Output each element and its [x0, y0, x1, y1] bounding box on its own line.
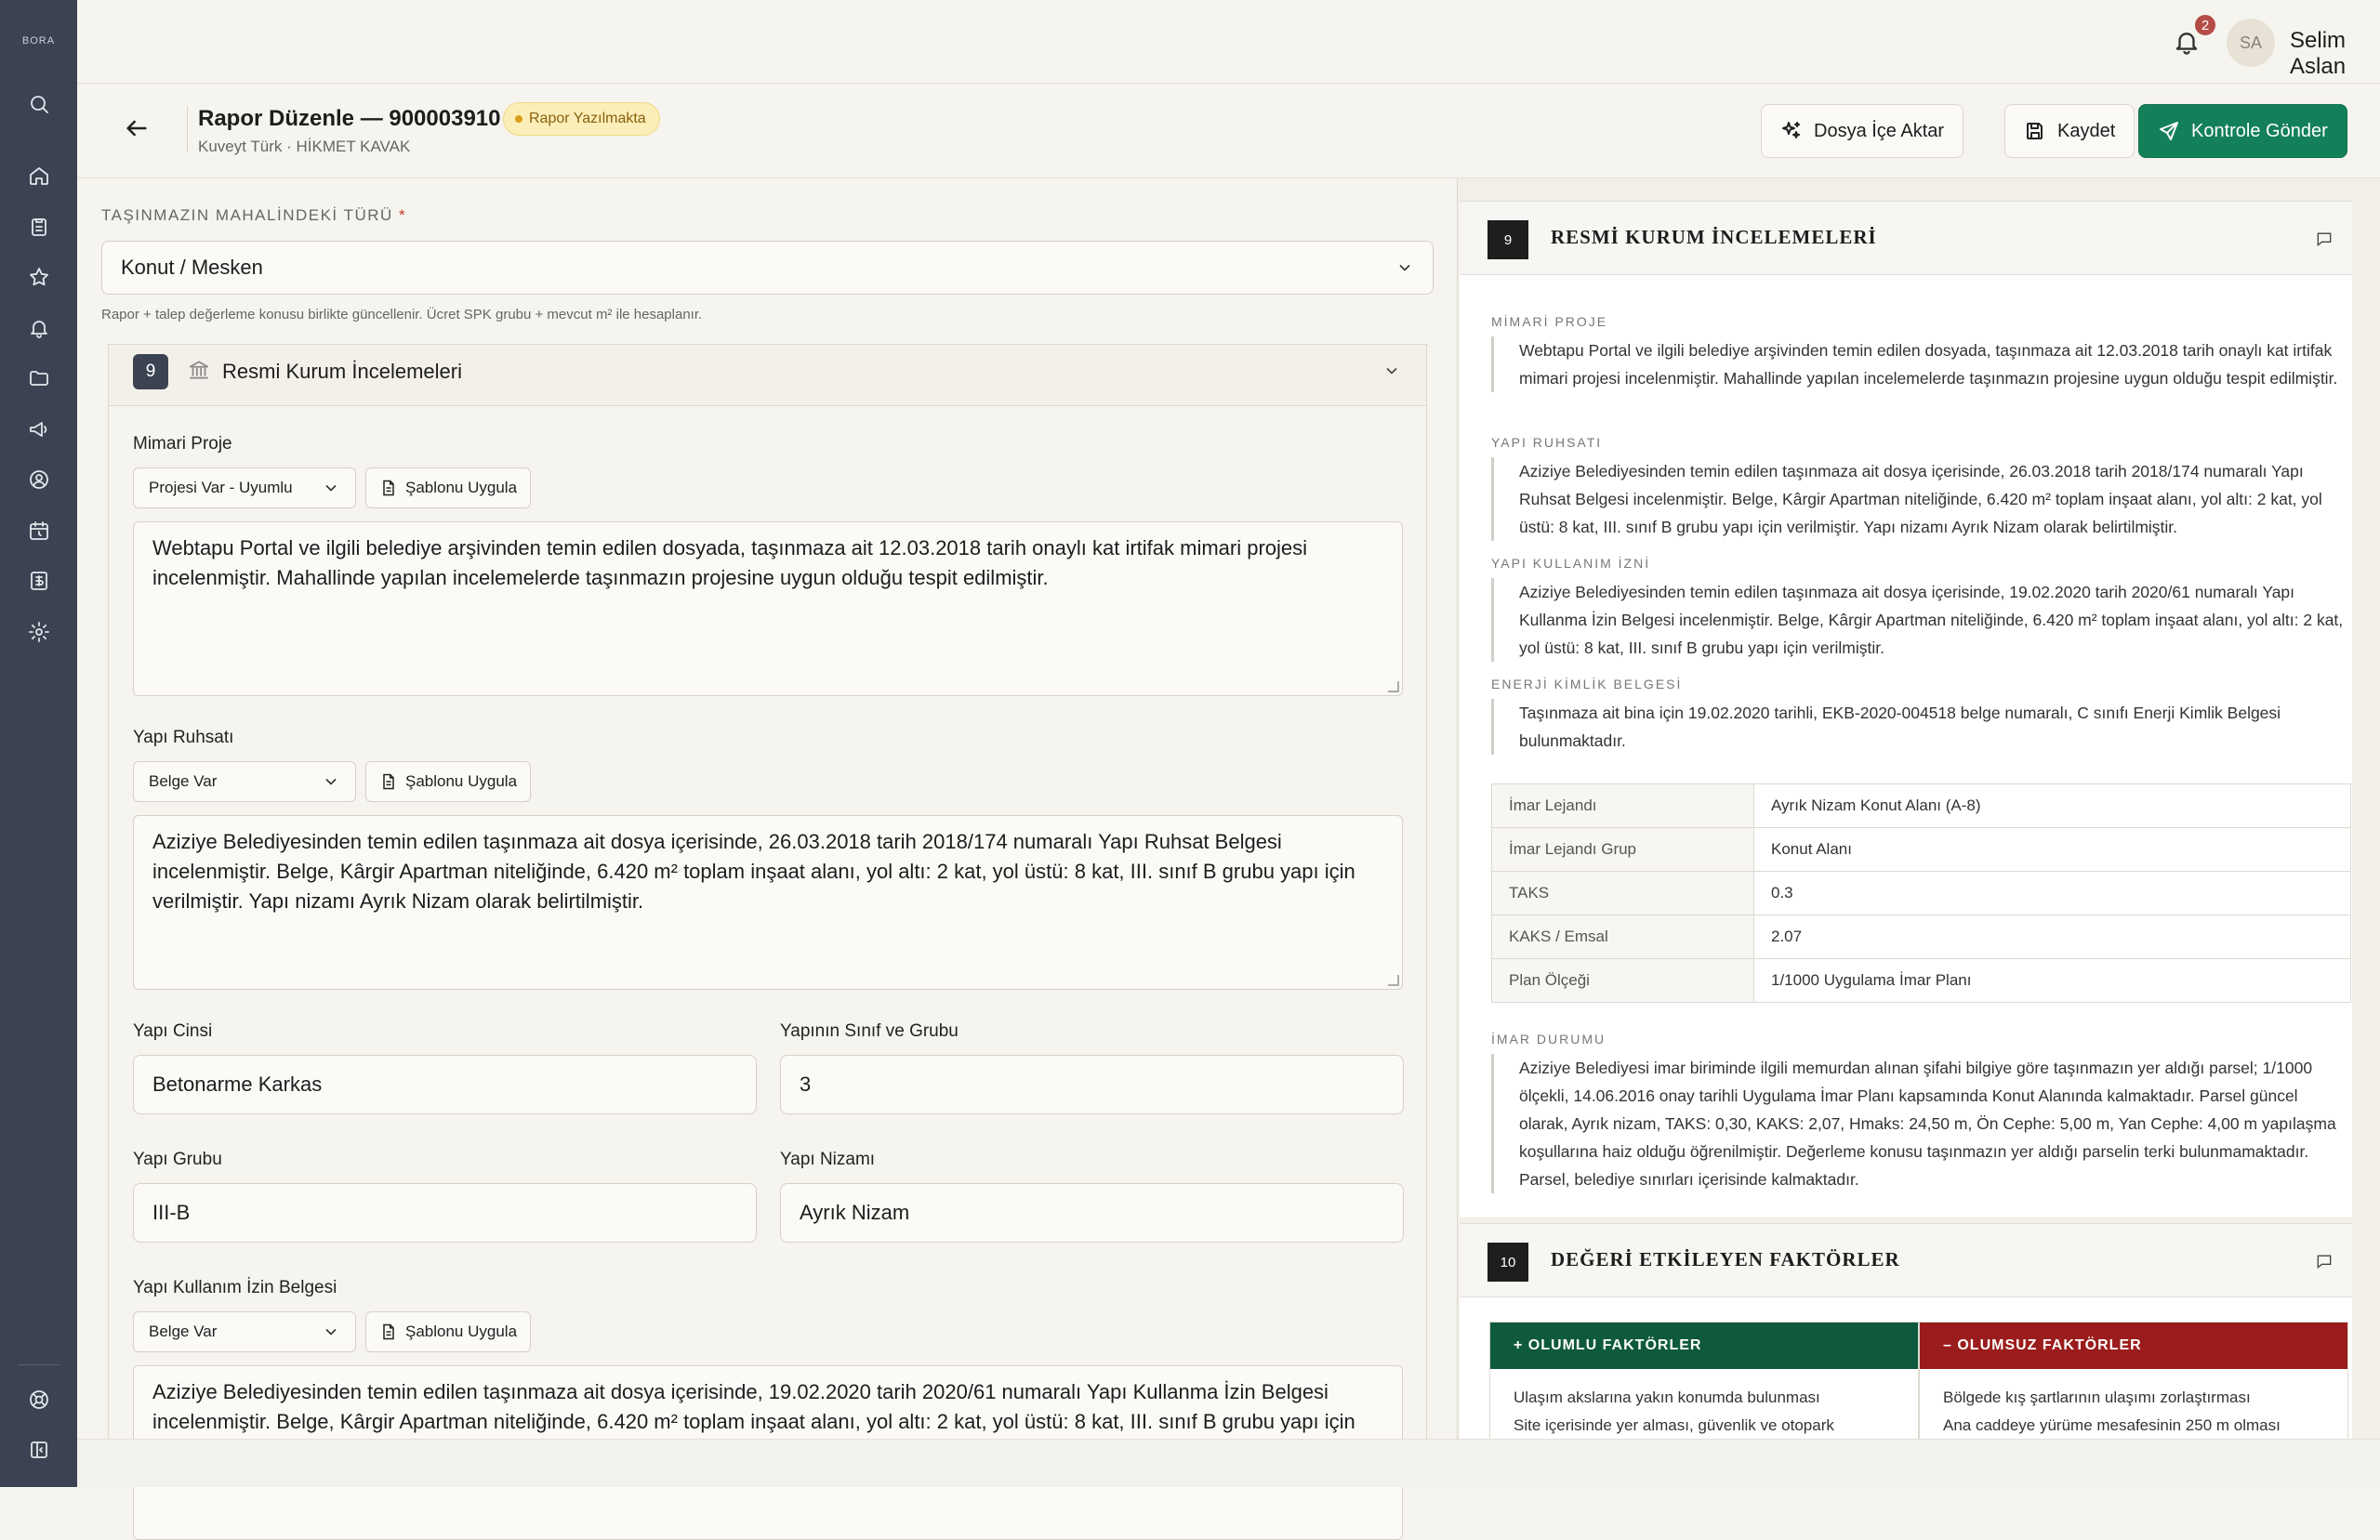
- resize-handle[interactable]: [1388, 975, 1399, 986]
- chevron-down-icon: [1395, 258, 1414, 277]
- section-number: 9: [133, 354, 168, 389]
- table-value: Konut Alanı: [1754, 828, 2351, 872]
- table-key: KAKS / Emsal: [1492, 915, 1754, 959]
- table-row: [1492, 915, 2351, 959]
- header-divider: [187, 106, 188, 152]
- comment-icon[interactable]: [2315, 230, 2335, 250]
- bottom-strip: [77, 1439, 2380, 1487]
- preview-section-header: [1460, 1223, 2352, 1297]
- list-item: Ulaşım akslarına yakın konumda bulunması: [1514, 1389, 1820, 1406]
- building-order-input[interactable]: Ayrık Nizam: [780, 1183, 1404, 1243]
- building-type-input[interactable]: Betonarme Karkas: [133, 1055, 757, 1114]
- comment-icon[interactable]: [2315, 1252, 2335, 1272]
- preview-block-label: ENERJİ KİMLİK BELGESİ: [1491, 677, 1683, 691]
- preview-section-title: DEĞERİ ETKİLEYEN FAKTÖRLER: [1551, 1248, 1900, 1270]
- positive-factors-title: + OLUMLU FAKTÖRLER: [1490, 1323, 1918, 1369]
- table-row: [1492, 872, 2351, 915]
- table-key: Plan Ölçeği: [1492, 959, 1754, 1003]
- preview-section-title: RESMİ KURUM İNCELEMELERİ: [1551, 226, 1877, 248]
- table-key: İmar Lejandı: [1492, 784, 1754, 828]
- topbar: [77, 0, 2380, 84]
- resize-handle[interactable]: [1388, 681, 1399, 692]
- clipboard-icon[interactable]: [26, 214, 52, 240]
- app-logo: BORA: [21, 35, 56, 46]
- table-value: Ayrık Nizam Konut Alanı (A-8): [1754, 784, 2351, 828]
- table-row: [1492, 959, 2351, 1003]
- apply-template-button[interactable]: [365, 1311, 531, 1352]
- occupancy-permit-value: Belge Var: [149, 1323, 218, 1340]
- megaphone-icon[interactable]: [26, 416, 52, 442]
- report-preview: [1457, 178, 2380, 1439]
- apply-template-button[interactable]: [365, 761, 531, 802]
- property-type-label: [101, 206, 406, 225]
- architectural-project-select[interactable]: [133, 467, 356, 508]
- star-icon[interactable]: [26, 264, 52, 290]
- table-value: 1/1000 Uygulama İmar Planı: [1754, 959, 2351, 1003]
- architectural-project-label: Mimari Proje: [133, 434, 232, 454]
- back-button[interactable]: [124, 115, 153, 145]
- section-title: Resmi Kurum İncelemeleri: [222, 360, 462, 383]
- document-icon: [379, 479, 398, 497]
- search-icon[interactable]: [26, 91, 52, 117]
- building-order-label: Yapı Nizamı: [780, 1150, 876, 1169]
- preview-block-label: YAPI RUHSATI: [1491, 435, 1603, 450]
- notification-badge: 2: [2193, 13, 2217, 37]
- edit-form: [77, 178, 1457, 1439]
- building-type-label: Yapı Cinsi: [133, 1021, 213, 1041]
- property-type-help: Rapor + talep değerleme konusu birlikte güncellenir. Ücret SPK grubu + mevcut m² ile hesaplanır.: [101, 307, 703, 322]
- occupancy-permit-select[interactable]: [133, 1311, 356, 1352]
- collapse-sidebar-icon[interactable]: [26, 1437, 52, 1463]
- folder-icon[interactable]: [26, 365, 52, 391]
- preview-block-label: İMAR DURUMU: [1491, 1032, 1606, 1046]
- table-key: İmar Lejandı Grup: [1492, 828, 1754, 872]
- home-icon[interactable]: [26, 163, 52, 189]
- preview-section-number: 9: [1488, 220, 1528, 259]
- table-value: 0.3: [1754, 872, 2351, 915]
- document-icon: [379, 1323, 398, 1341]
- document-icon: [379, 772, 398, 791]
- receipt-icon[interactable]: [26, 568, 52, 594]
- apply-template-label: Şablonu Uygula: [405, 772, 518, 790]
- architectural-project-value: Projesi Var - Uyumlu: [149, 479, 293, 496]
- chevron-down-icon: [322, 1323, 340, 1341]
- building-permit-text: Aziziye Belediyesinden temin edilen taşınmaza ait dosya içerisinde, 26.03.2018 tarih 2018/174 numaralı Yapı Ruhsat Belgesi incelenmiştir. Belge, Kârgir Apartman niteliğinde, 6.420 m² toplam inşaat alanı, yol altı: 2 kat, yol üstü: 8 kat, III. sınıf B grubu yapı için verilmiştir. Yapı nizamı Ayrık Nizam olarak belirtilmiştir.: [152, 830, 1355, 913]
- preview-section-body: [1460, 275, 2352, 1218]
- building-class-label: Yapının Sınıf ve Grubu: [780, 1021, 959, 1041]
- arrow-left-icon: [124, 115, 150, 141]
- apply-template-button[interactable]: [365, 467, 531, 508]
- chevron-down-icon: [322, 479, 340, 497]
- architectural-project-text: Webtapu Portal ve ilgili belediye arşivinden temin edilen dosyada, taşınmaza ait 12.03.2018 tarih onaylı kat irtifak mimari projesi incelenmiştir. Mahallinde yapılan incelemelerde taşınmazın projesine uygun olduğu tespit edilmiştir.: [152, 536, 1308, 589]
- apply-template-label: Şablonu Uygula: [405, 1323, 518, 1340]
- sidebar-divider: [19, 1364, 60, 1365]
- building-class-input[interactable]: 3: [780, 1055, 1404, 1114]
- settings-icon[interactable]: [26, 619, 52, 645]
- save-label: Kaydet: [2057, 120, 2116, 141]
- help-icon[interactable]: [26, 1387, 52, 1413]
- building-permit-textarea[interactable]: [133, 815, 1403, 990]
- page-subtitle: Kuveyt Türk · HİKMET KAVAK: [198, 138, 411, 155]
- user-circle-icon[interactable]: [26, 467, 52, 493]
- chevron-down-icon[interactable]: [1382, 362, 1403, 382]
- property-type-value: Konut / Mesken: [121, 256, 263, 279]
- table-key: TAKS: [1492, 872, 1754, 915]
- preview-section-header: [1460, 201, 2352, 275]
- section-header[interactable]: [109, 345, 1426, 406]
- send-icon: [2158, 120, 2180, 142]
- notifications-button[interactable]: [2173, 17, 2210, 59]
- user-name[interactable]: Selim Aslan: [2290, 28, 2347, 79]
- property-type-select[interactable]: [101, 241, 1434, 295]
- list-item: Ana caddeye yürüme mesafesinin 250 m olması: [1943, 1416, 2281, 1434]
- preview-block-text: Aziziye Belediyesi imar biriminde ilgili memurdan alınan şifahi bilgiye göre taşınmazın yer aldığı parsel; 1/1000 ölçekli, 14.06.2016 onay tarihli Uygulama İmar Planı kapsamında Konut Alanında kalmaktadır. Parsel güncel olarak, Ayrık nizam, TAKS: 0,30, KAKS: 2,07, Hmaks: 24,50 m, Ön Cephe: 5,00 m, Yan Cephe: 4,00 m yapılaşma koşullarına haiz olduğu öğrenilmiştir. Değerleme konusu taşınmazın yer aldığı parselin terki bulunmamaktadır. Parsel, belediye sınırları içerisinde kalmaktadır.: [1491, 1054, 2350, 1193]
- preview-block-text: Aziziye Belediyesinden temin edilen taşınmaza ait dosya içerisinde, 26.03.2018 tarih 2018/174 numaralı Yapı Ruhsat Belgesi incelenmiştir. Belge, Kârgir Apartman niteliğinde, 6.420 m² toplam inşaat alanı, yol altı: 2 kat, yol üstü: 8 kat, III. sınıf B grubu yapı için verilmiştir. Yapı nizamı Ayrık Nizam olarak belirtilmiştir.: [1491, 457, 2350, 541]
- building-group-input[interactable]: III-B: [133, 1183, 757, 1243]
- preview-gap: [1460, 178, 2352, 190]
- preview-block-text: Taşınmaza ait bina için 19.02.2020 tarihli, EKB-2020-004518 belge numaralı, C sınıfı Enerji Kimlik Belgesi bulunmaktadır.: [1491, 699, 2350, 755]
- sparkle-icon: [1780, 120, 1803, 142]
- table-row: [1492, 828, 2351, 872]
- apply-template-label: Şablonu Uygula: [405, 479, 518, 496]
- building-permit-select[interactable]: [133, 761, 356, 802]
- negative-factors-title: – OLUMSUZ FAKTÖRLER: [1920, 1323, 2347, 1369]
- architectural-project-textarea[interactable]: [133, 521, 1403, 696]
- list-item: Site içerisinde yer alması, güvenlik ve otopark: [1514, 1416, 1834, 1434]
- occupancy-permit-text: Aziziye Belediyesinden temin edilen taşınmaza ait dosya içerisinde, 19.02.2020 tarih 2020/61 numaralı Yapı Kullanma İzin Belgesi incelenmiştir. Belge, Kârgir Apartman niteliğinde, 6.420 m² toplam inşaat alanı, yol altı: 2 kat, yol üstü: 8 kat, III. sınıf B grubu yapı için: [152, 1380, 1355, 1433]
- institution-icon: [187, 358, 213, 384]
- table-value: 2.07: [1754, 915, 2351, 959]
- building-permit-value: Belge Var: [149, 772, 218, 790]
- table-row: [1492, 784, 2351, 828]
- zoning-table: [1491, 783, 2351, 1003]
- calendar-clock-icon[interactable]: [26, 518, 52, 544]
- chevron-down-icon: [322, 772, 340, 791]
- import-file-label: Dosya İçe Aktar: [1814, 120, 1945, 141]
- list-item: Bölgede kış şartlarının ulaşımı zorlaştırması: [1943, 1389, 2251, 1406]
- status-badge: [503, 102, 660, 136]
- bell-nav-icon[interactable]: [26, 315, 52, 341]
- import-file-button[interactable]: [1761, 104, 1964, 158]
- preview-block-text: Webtapu Portal ve ilgili belediye arşivinden temin edilen dosyada, taşınmaza ait 12.03.2018 tarih onaylı kat irtifak mimari projesi incelenmiştir. Mahallinde yapılan incelemelerde taşınmazın projesine uygun olduğu tespit edilmiştir.: [1491, 336, 2350, 392]
- preview-section-number: 10: [1488, 1243, 1528, 1282]
- page-header: [77, 84, 2380, 178]
- save-button[interactable]: [2004, 104, 2135, 158]
- property-type-label-text: TAŞINMAZIN MAHALİNDEKİ TÜRÜ: [101, 206, 393, 224]
- preview-block-label: YAPI KULLANIM İZNİ: [1491, 556, 1651, 571]
- send-to-review-label: Kontrole Gönder: [2191, 120, 2328, 141]
- preview-section-body: [1460, 1297, 2352, 1446]
- send-to-review-button[interactable]: [2138, 104, 2347, 158]
- section-official-inspections: [108, 344, 1427, 1459]
- save-icon: [2024, 120, 2046, 142]
- status-dot: [515, 115, 522, 123]
- building-group-label: Yapı Grubu: [133, 1150, 222, 1169]
- sidebar: [0, 0, 77, 1487]
- page-title: Rapor Düzenle — 900003910: [198, 106, 501, 131]
- building-permit-label: Yapı Ruhsatı: [133, 728, 234, 747]
- avatar[interactable]: SA: [2227, 19, 2275, 67]
- required-marker: *: [399, 206, 407, 224]
- preview-block-label: MİMARİ PROJE: [1491, 314, 1608, 329]
- occupancy-permit-label: Yapı Kullanım İzin Belgesi: [133, 1278, 337, 1297]
- preview-block-text: Aziziye Belediyesinden temin edilen taşınmaza ait dosya içerisinde, 19.02.2020 tarih 2020/61 numaralı Yapı Kullanma İzin Belgesi incelenmiştir. Belge, Kârgir Apartman niteliğinde, 6.420 m² toplam inşaat alanı, yol altı: 2 kat, yol üstü: 8 kat, III. sınıf B grubu yapı için verilmiştir.: [1491, 578, 2350, 662]
- status-label: Rapor Yazılmakta: [529, 111, 646, 126]
